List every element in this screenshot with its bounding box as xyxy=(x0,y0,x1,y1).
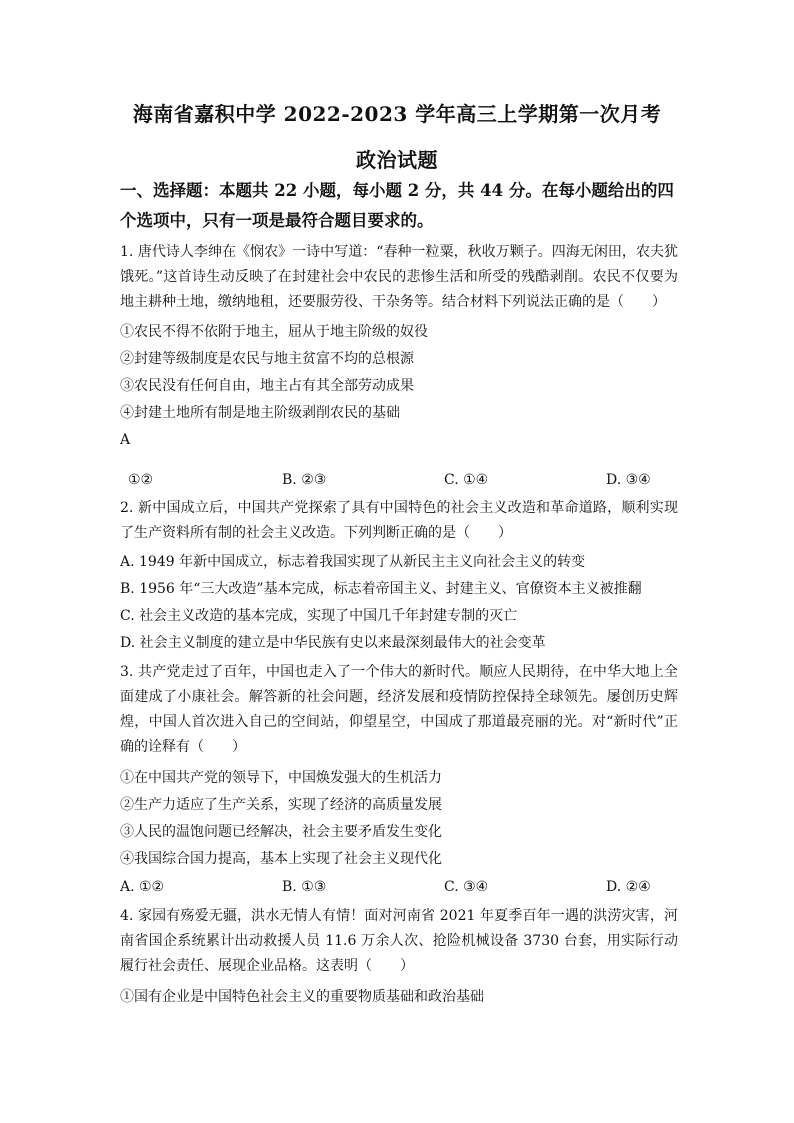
q1-option-d: D. ③④ xyxy=(606,472,651,488)
question-2-stem: 2. 新中国成立后，中国共产党探索了具有中国特色的社会主义改造和革命道路，顺利实现了生产资料所有制的社会主义改造。下列判断正确的是（ ） xyxy=(120,500,678,541)
q2-option-c: C. 社会主义改造的基本完成，实现了中国几千年封建专制的灭亡 xyxy=(120,608,518,624)
q1-answer-label: A xyxy=(120,432,131,448)
q3-item-3: ③人民的温饱问题已经解决，社会主要矛盾发生变化 xyxy=(120,824,442,840)
section-heading: 一、选择题：本题共 22 小题，每小题 2 分，共 44 分。在每小题给出的四个选项中，只有一项是最符合题目要求的。 xyxy=(120,181,674,230)
q3-item-1: ①在中国共产党的领导下，中国焕发强大的生机活力 xyxy=(120,770,442,786)
q4-item-1: ①国有企业是中国特色社会主义的重要物质基础和政治基础 xyxy=(120,989,484,1005)
q3-option-d: D. ②④ xyxy=(606,879,651,895)
q1-item-4: ④封建土地所有制是地主阶级剥削农民的基础 xyxy=(120,405,400,421)
q1-option-c: C. ①④ xyxy=(444,472,489,488)
q1-option-b: B. ②③ xyxy=(282,472,327,488)
exam-title: 海南省嘉积中学 2022-2023 学年高三上学期第一次月考 xyxy=(132,102,662,126)
question-1-stem: 1. 唐代诗人李绅在《悯农》一诗中写道：“春种一粒粟，秋收万颗子。四海无闲田，农夫犹饿死。”这首诗生动反映了在封建社会中农民的悲惨生活和所受的残酷剥削。农民不仅要为地主耕种土地，缴纳地租，还要服劳役、干杂务等。结合材料下列说法正确的是（ ） xyxy=(120,244,678,310)
q1-option-a: ①② xyxy=(128,472,154,488)
question-3-stem: 3. 共产党走过了百年，中国也走入了一个伟大的新时代。顺应人民期待，在中华大地上全面建成了小康社会。解答新的社会问题，经济发展和疫情防控保持全球领先。屡创历史辉煌，中国人首次进入自己的空间站，仰望星空，中国成了那道最亮丽的光。对“新时代”正确的诠释有（ ） xyxy=(120,664,678,755)
q3-option-a: A. ①② xyxy=(120,879,165,895)
q3-item-4: ④我国综合国力提高，基本上实现了社会主义现代化 xyxy=(120,851,442,867)
q1-item-1: ①农民不得不依附于地主，屈从于地主阶级的奴役 xyxy=(120,324,428,340)
q3-item-2: ②生产力适应了生产关系，实现了经济的高质量发展 xyxy=(120,797,442,813)
q1-item-3: ③农民没有任何自由，地主占有其全部劳动成果 xyxy=(120,378,414,394)
q2-option-b: B. 1956 年“三大改造”基本完成，标志着帝国主义、封建主义、官僚资本主义被推翻 xyxy=(120,581,642,597)
question-4-stem: 4. 家园有殇爱无疆，洪水无情人有情！面对河南省 2021 年夏季百年一遇的洪涝灾害，河南省国企系统累计出动救援人员 11.6 万余人次、抢险机械设备 3730 台套，用实际行动履行社会责任、展现企业品格。这表明（ ） xyxy=(120,908,678,974)
q3-option-b: B. ①③ xyxy=(282,879,327,895)
exam-subtitle: 政治试题 xyxy=(356,148,438,172)
q3-option-c: C. ③④ xyxy=(444,879,489,895)
q2-option-a: A. 1949 年新中国成立，标志着我国实现了从新民主主义向社会主义的转变 xyxy=(120,554,586,570)
q1-item-2: ②封建等级制度是农民与地主贫富不均的总根源 xyxy=(120,351,414,367)
q2-option-d: D. 社会主义制度的建立是中华民族有史以来最深刻最伟大的社会变革 xyxy=(120,635,546,651)
